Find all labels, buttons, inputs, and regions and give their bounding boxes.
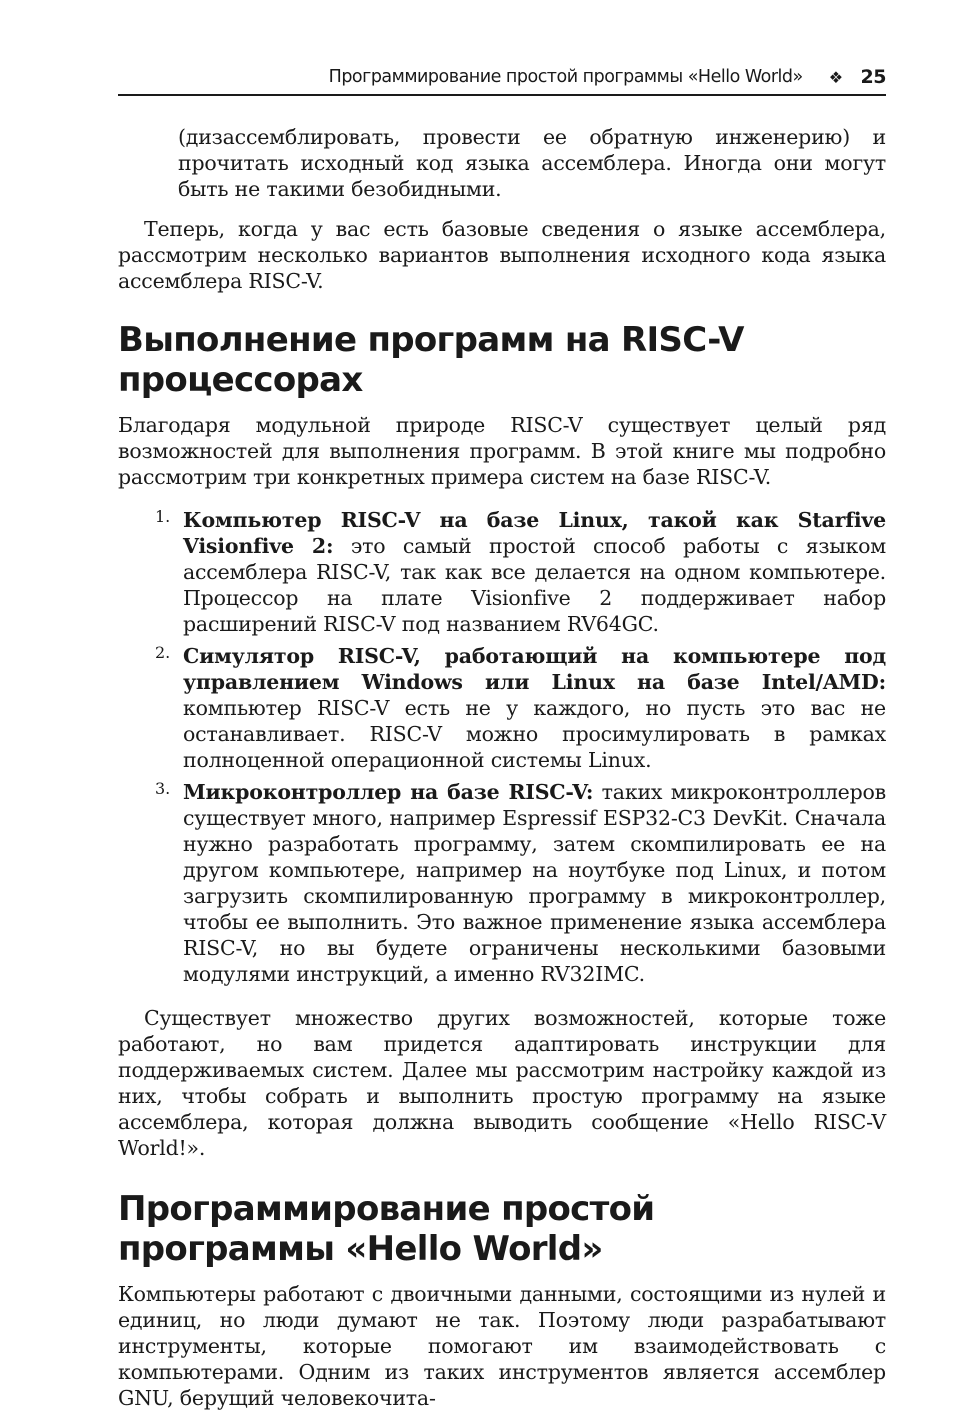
list-item-text: компьютер RISC-V есть не у каждого, но пусть это вас не останавливает. RISC-V можно просимулировать в рамках полноценной операционной системы Linux. bbox=[183, 696, 886, 772]
running-header bbox=[118, 66, 886, 96]
list-item-text: таких микроконтроллеров существует много, например Espressif ESP32-C3 DevKit. Сначала нужно разработать программу, затем скомпилировать ее на другом компьютере, например на ноутбуке под Linux, и потом загрузить скомпилированную программу в микроконтроллер, чтобы ее выполнить. Это важное применение языка ассемблера RISC-V, но вы будете ограничены несколькими базовыми модулями инструкций, а именно RV32IMC. bbox=[183, 780, 886, 986]
section2-paragraph-1: Компьютеры работают с двоичными данными, состоящими из нулей и единиц, но люди думают не так. Поэтому люди разрабатывают инструменты, которые помогают им взаимодействовать с компьютерами. Одним из таких инструментов является ассемблер GNU, берущий человекочита- bbox=[118, 1282, 886, 1410]
continuation-paragraph: (дизассемблировать, провести ее обратную инженерию) и прочитать исходный код языка ассемблера. Иногда они могут быть не такими безобидными. bbox=[178, 125, 886, 201]
section1-paragraph-1: Благодаря модульной природе RISC-V существует целый ряд возможностей для выполнения программ. В этой книге мы подробно рассмотрим три конкретных примера систем на базе RISC-V. bbox=[118, 413, 886, 489]
list-item-text: это самый простой способ работы с языком ассемблера RISC-V, так как все делается на одном компьютере. Процессор на плате Visionfive 2 поддерживает набор расширений RISC-V под названием RV64GC. bbox=[183, 534, 887, 636]
section-heading-hello-world bbox=[118, 1189, 886, 1269]
list-item-term: Компьютер RISC-V на базе Linux, такой как Starfive Visionfive 2: bbox=[183, 508, 886, 558]
page-content bbox=[118, 124, 886, 1411]
page-number: 25 bbox=[860, 66, 886, 88]
heading-line-1: Программирование простой bbox=[118, 1189, 655, 1229]
list-item bbox=[118, 779, 886, 987]
ornament-icon: ❖ bbox=[828, 67, 843, 87]
section1-paragraph-2: Существует множество других возможностей, которые тоже работают, но вам придется адаптировать инструкции для поддерживаемых систем. Далее мы рассмотрим настройку каждой из них, чтобы собрать и выполнить простую программу на языке ассемблера, которая должна выводить сообщение «Hello RISC-V World!». bbox=[118, 1006, 886, 1160]
list-item bbox=[118, 507, 886, 637]
list-item-term: Микроконтроллер на базе RISC-V: bbox=[183, 780, 594, 804]
systems-list bbox=[118, 507, 886, 987]
section-heading-execution: Выполнение программ на RISC-V процессорах bbox=[118, 320, 744, 400]
list-item bbox=[118, 643, 886, 773]
list-item-term: Симулятор RISC-V, работающий на компьютере под управлением Windows или Linux на базе Intel/AMD: bbox=[183, 644, 886, 694]
list-item-number: 2. bbox=[155, 643, 171, 662]
intro-paragraph: Теперь, когда у вас есть базовые сведения о языке ассемблера, рассмотрим несколько вариантов выполнения исходного кода языка ассемблера RISC-V. bbox=[118, 217, 886, 293]
list-item-number: 3. bbox=[155, 779, 171, 798]
list-item-number: 1. bbox=[155, 507, 171, 526]
running-title: Программирование простой программы «Hello World» bbox=[328, 67, 803, 87]
heading-line-2: программы «Hello World» bbox=[118, 1229, 603, 1269]
